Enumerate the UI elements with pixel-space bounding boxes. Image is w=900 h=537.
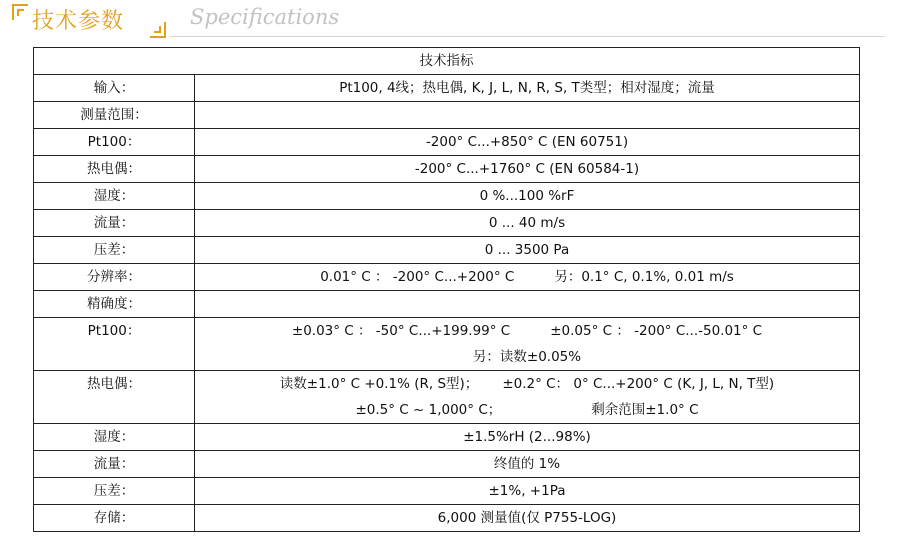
row-label: 热电偶： <box>34 156 195 183</box>
divider <box>170 36 885 37</box>
corner-ornament-icon <box>150 22 166 38</box>
row-label: 分辨率： <box>34 264 195 291</box>
row-value: 0 ... 3500 Pa <box>195 237 860 264</box>
table-row <box>34 505 860 532</box>
row-value <box>195 264 860 291</box>
row-value: 6,000 测量值(仅 P755-LOG) <box>195 505 860 532</box>
spec-table <box>33 47 860 532</box>
row-value: -200° C...+1760° C (EN 60584-1) <box>195 156 860 183</box>
row-value <box>195 318 860 371</box>
value-part: 另：0.1° C, 0.1%, 0.01 m/s <box>554 269 734 285</box>
row-value <box>195 291 860 318</box>
table-row <box>34 478 860 505</box>
table-row <box>34 371 860 424</box>
value-part: 读数±1.0° C +0.1% (R, S型)； <box>279 376 479 392</box>
row-label: Pt100： <box>34 129 195 156</box>
table-heading: 技术指标 <box>34 48 860 75</box>
table-row <box>34 451 860 478</box>
row-label: 湿度： <box>34 424 195 451</box>
corner-ornament-icon <box>12 4 28 20</box>
row-label: 存储： <box>34 505 195 532</box>
row-label: 测量范围： <box>34 102 195 129</box>
row-label: 输入： <box>34 75 195 102</box>
row-label: 流量： <box>34 451 195 478</box>
table-row <box>34 183 860 210</box>
row-value <box>195 102 860 129</box>
row-label: 湿度： <box>34 183 195 210</box>
table-heading-row <box>34 48 860 75</box>
table-row <box>34 210 860 237</box>
table-row <box>34 102 860 129</box>
table-row <box>34 424 860 451</box>
value-part: ±0.03° C ： -50° C...+199.99° C <box>291 323 511 339</box>
row-label: 压差： <box>34 478 195 505</box>
table-row <box>34 264 860 291</box>
row-label: 热电偶： <box>34 371 195 424</box>
table-row <box>34 156 860 183</box>
row-value: ±1%, +1Pa <box>195 478 860 505</box>
section-title-cn: 技术参数 <box>32 9 125 34</box>
row-label: Pt100： <box>34 318 195 371</box>
value-part: 0.01° C ： -200° C...+200° C <box>320 269 515 285</box>
section-title-en: Specifications <box>190 5 340 29</box>
row-value: 0 ... 40 m/s <box>195 210 860 237</box>
row-value: 终值的 1% <box>195 451 860 478</box>
table-row <box>34 291 860 318</box>
section-header <box>0 0 900 40</box>
row-value: 0 %...100 %rF <box>195 183 860 210</box>
value-part: ±0.5° C ~ 1,000° C； <box>355 402 502 418</box>
row-value <box>195 371 860 424</box>
row-label: 压差： <box>34 237 195 264</box>
row-label: 精确度： <box>34 291 195 318</box>
value-part: ±0.05° C ： -200° C...-50.01° C <box>550 323 763 339</box>
value-part: ±0.2° C： 0° C...+200° C (K, J, L, N, T型) <box>502 376 775 392</box>
table-row <box>34 318 860 371</box>
row-value: Pt100, 4线；热电偶, K, J, L, N, R, S, T类型；相对湿度；流量 <box>195 75 860 102</box>
table-row <box>34 129 860 156</box>
table-row <box>34 237 860 264</box>
row-label: 流量： <box>34 210 195 237</box>
table-row <box>34 75 860 102</box>
row-value: -200° C...+850° C (EN 60751) <box>195 129 860 156</box>
value-part: 另：读数±0.05% <box>472 349 582 365</box>
row-value: ±1.5%rH (2...98%) <box>195 424 860 451</box>
value-part: 剩余范围±1.0° C <box>591 402 699 418</box>
